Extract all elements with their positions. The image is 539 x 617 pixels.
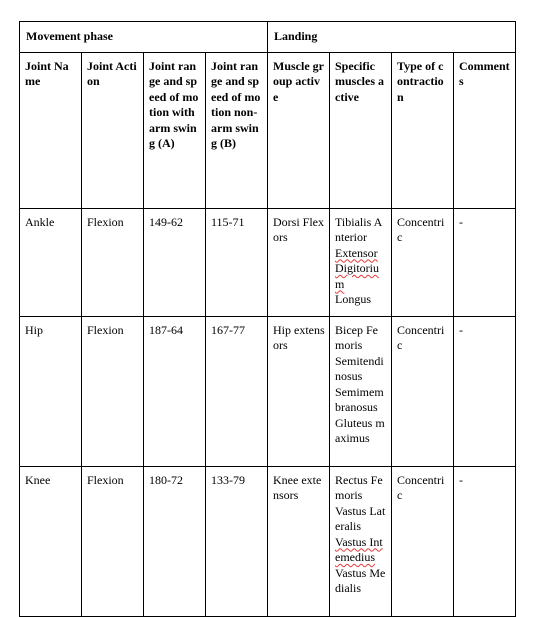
table-row-ankle xyxy=(20,208,516,316)
joint-action-cell: Flexion xyxy=(82,316,144,466)
joint-action-cell: Flexion xyxy=(82,466,144,616)
joint-name-cell: Knee xyxy=(20,466,82,616)
range-b-cell: 115-71 xyxy=(206,208,268,316)
muscle-group-cell: Dorsi Flexors xyxy=(268,208,330,316)
header-range-arm-swing: Joint range and speed of motion with arm swing (A) xyxy=(144,52,206,208)
muscle-name: Semitendinosus xyxy=(335,353,384,383)
contraction-type-cell: Concentric xyxy=(392,466,454,616)
header-comments: Comments xyxy=(454,52,516,208)
muscle-group-cell: Knee extensors xyxy=(268,466,330,616)
joint-name-cell: Ankle xyxy=(20,208,82,316)
contraction-type-cell: Concentric xyxy=(392,208,454,316)
header-range-non-arm-swing: Joint range and speed of motion non-arm swing (B) xyxy=(206,52,268,208)
muscle-name: Tibialis Anterior xyxy=(335,214,383,244)
header-contraction-type: Type of contraction xyxy=(392,52,454,208)
muscle-group-cell: Hip extensors xyxy=(268,316,330,466)
phase-row xyxy=(20,22,516,53)
muscle-name: Bicep Femoris xyxy=(335,322,378,352)
joint-action-cell: Flexion xyxy=(82,208,144,316)
header-joint-action: Joint Action xyxy=(82,52,144,208)
header-muscle-group: Muscle group active xyxy=(268,52,330,208)
landing-label: Landing xyxy=(268,22,516,53)
muscle-name: Extensor Digitorium xyxy=(335,245,379,291)
range-a-cell: 187-64 xyxy=(144,316,206,466)
contraction-type-cell: Concentric xyxy=(392,316,454,466)
specific-muscles-cell xyxy=(330,316,392,466)
range-b-cell: 133-79 xyxy=(206,466,268,616)
movement-phase-label: Movement phase xyxy=(20,22,268,53)
range-b-cell: 167-77 xyxy=(206,316,268,466)
muscle-analysis-table xyxy=(19,21,516,617)
header-joint-name: Joint Name xyxy=(20,52,82,208)
muscle-name: Semimembranosus xyxy=(335,384,384,414)
muscle-name: Longus xyxy=(335,292,371,306)
header-row xyxy=(20,52,516,208)
muscle-name: Vastus Lateralis xyxy=(335,503,386,533)
muscle-name: Vastus Intemedius xyxy=(335,534,383,564)
muscle-name: Vastus Medialis xyxy=(335,565,386,595)
range-a-cell: 149-62 xyxy=(144,208,206,316)
document-page xyxy=(19,21,516,617)
specific-muscles-cell xyxy=(330,466,392,616)
specific-muscles-cell xyxy=(330,208,392,316)
table-row-knee xyxy=(20,466,516,616)
header-specific-muscles: Specific muscles active xyxy=(330,52,392,208)
muscle-name: Rectus Femoris xyxy=(335,472,383,502)
comments-cell: - xyxy=(454,466,516,616)
joint-name-cell: Hip xyxy=(20,316,82,466)
comments-cell: - xyxy=(454,208,516,316)
table-row-hip xyxy=(20,316,516,466)
range-a-cell: 180-72 xyxy=(144,466,206,616)
comments-cell: - xyxy=(454,316,516,466)
muscle-name: Gluteus maximus xyxy=(335,415,385,445)
